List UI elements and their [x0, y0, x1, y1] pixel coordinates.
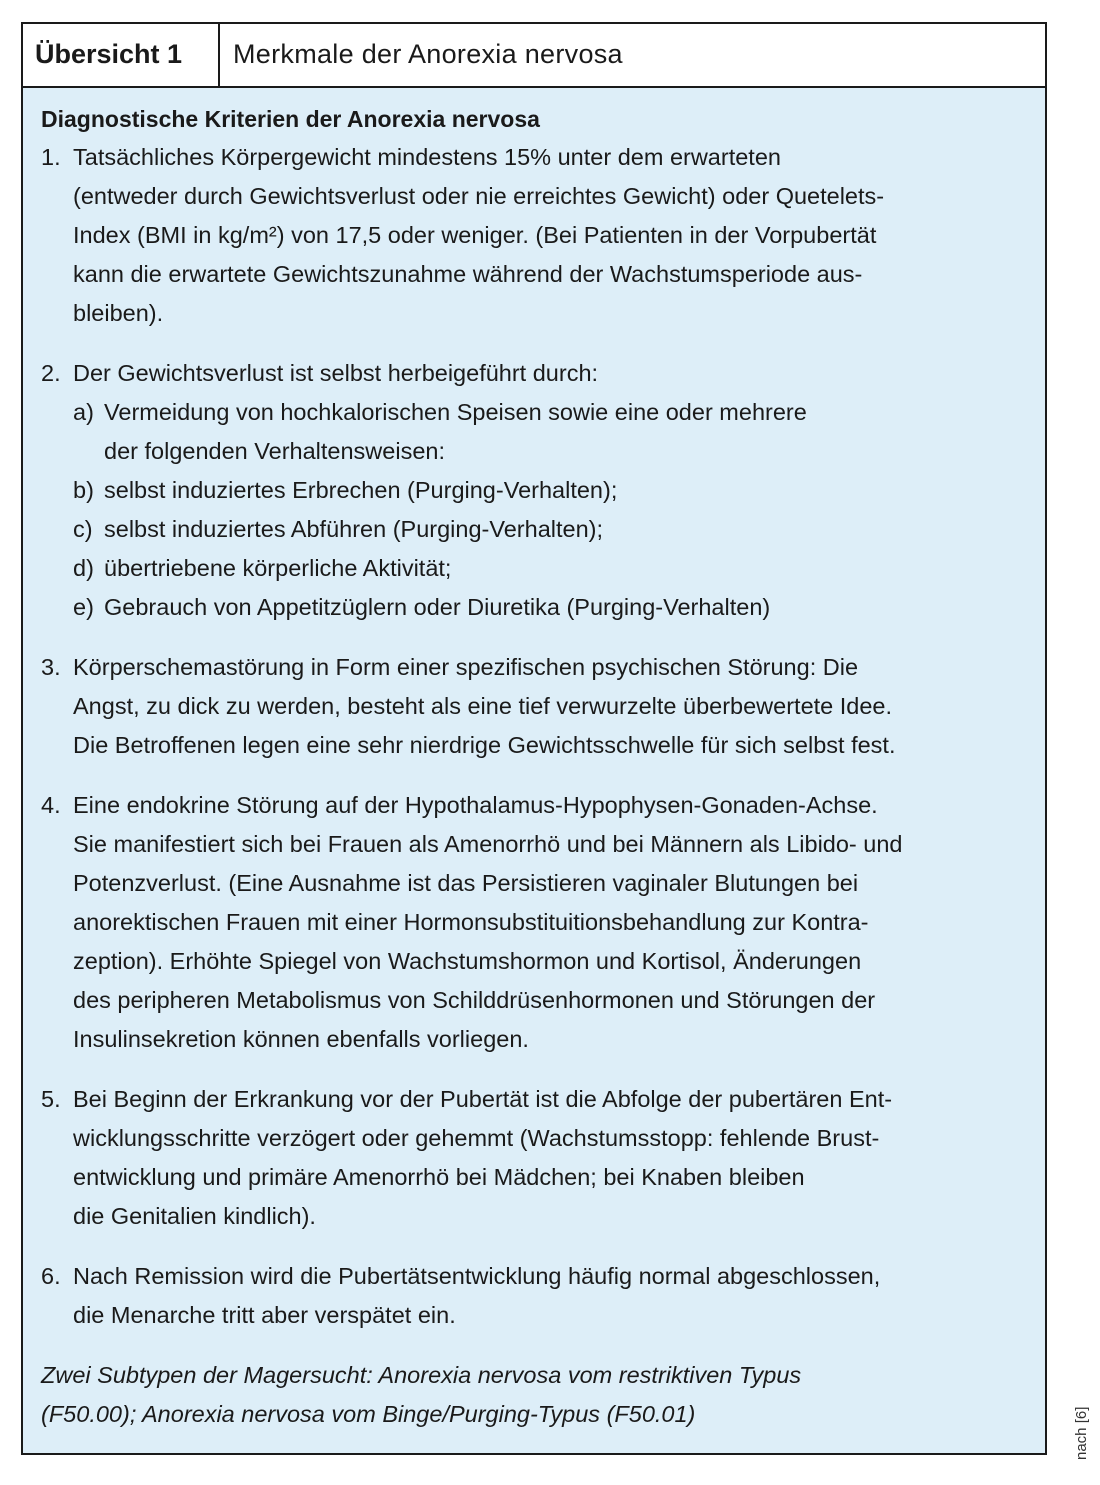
criterion-number: 6. [41, 1263, 61, 1289]
criterion-line: Eine endokrine Störung auf der Hypothalamus-Hypophysen-Gonaden-Achse. [73, 792, 878, 818]
sub-criterion-letter: e) [73, 594, 94, 620]
criterion-line: die Menarche tritt aber verspätet ein. [73, 1302, 456, 1328]
criterion-line: Die Betroffenen legen eine sehr nierdrige Gewichtsschwelle für sich selbst fest. [73, 732, 896, 758]
sub-criterion-letter: d) [73, 555, 94, 581]
criterion-line: Angst, zu dick zu werden, besteht als eine tief verwurzelte überbewertete Idee. [73, 693, 893, 719]
sub-criterion-d [73, 549, 1027, 588]
criterion-line: Insulinsekretion können ebenfalls vorliegen. [73, 1026, 529, 1052]
overview-title: Merkmale der Anorexia nervosa [233, 39, 623, 69]
criterion-line: zeption). Erhöhte Spiegel von Wachstumshormon und Kortisol, Änderungen [73, 948, 862, 974]
criteria-list [41, 138, 1027, 1335]
criterion-line: kann die erwartete Gewichtszunahme während der Wachstumsperiode aus- [73, 261, 863, 287]
criterion-number: 4. [41, 792, 61, 818]
criterion-line: wicklungsschritte verzögert oder gehemmt (Wachstumsstopp: fehlende Brust- [73, 1125, 880, 1151]
criterion-number: 3. [41, 654, 61, 680]
sub-criterion-b [73, 471, 1027, 510]
sub-criteria-list [73, 393, 1027, 627]
criterion-line: Potenzverlust. (Eine Ausnahme ist das Persistieren vaginaler Blutungen bei [73, 870, 859, 896]
sub-criterion-line: selbst induziertes Abführen (Purging-Verhalten); [104, 516, 604, 542]
sub-criterion-letter: b) [73, 477, 94, 503]
criterion-number: 2. [41, 360, 61, 386]
footnote-line: Zwei Subtypen der Magersucht: Anorexia nervosa vom restriktiven Typus [41, 1362, 802, 1388]
footnote-line: (F50.00); Anorexia nervosa vom Binge/Purging-Typus (F50.01) [41, 1401, 696, 1427]
sub-criterion-line: Vermeidung von hochkalorischen Speisen sowie eine oder mehrere [104, 399, 807, 425]
overview-label: Übersicht 1 [23, 24, 220, 86]
sub-criterion-c [73, 510, 1027, 549]
criterion-line: bleiben). [73, 300, 164, 326]
criterion-number: 1. [41, 144, 61, 170]
criterion-line: Der Gewichtsverlust ist selbst herbeigeführt durch: [73, 360, 599, 386]
criterion-line: Index (BMI in kg/m²) von 17,5 oder weniger. (Bei Patienten in der Vorpubertät [73, 222, 877, 248]
sub-criterion-line: selbst induziertes Erbrechen (Purging-Verhalten); [104, 477, 618, 503]
criterion-1 [41, 138, 1027, 333]
sub-criterion-letter: c) [73, 516, 93, 542]
criterion-line: entwicklung und primäre Amenorrhö bei Mädchen; bei Knaben bleiben [73, 1164, 805, 1190]
criterion-line: des peripheren Metabolismus von Schilddrüsenhormonen und Störungen der [73, 987, 876, 1013]
box-header [23, 24, 1045, 88]
sub-criterion-line: übertriebene körperliche Aktivität; [104, 555, 452, 581]
criterion-line: Tatsächliches Körpergewicht mindestens 15% unter dem erwarteten [73, 144, 781, 170]
sub-criterion-line: Gebrauch von Appetitzüglern oder Diuretika (Purging-Verhalten) [104, 594, 771, 620]
subtypes-footnote [41, 1356, 1027, 1434]
criterion-line: die Genitalien kindlich). [73, 1203, 316, 1229]
criterion-6 [41, 1257, 1027, 1335]
criterion-number: 5. [41, 1086, 61, 1112]
criterion-line: Nach Remission wird die Pubertätsentwicklung häufig normal abgeschlossen, [73, 1263, 881, 1289]
criterion-3 [41, 648, 1027, 765]
criterion-line: (entweder durch Gewichtsverlust oder nie erreichtes Gewicht) oder Quetelets- [73, 183, 885, 209]
sub-criterion-letter: a) [73, 399, 94, 425]
criterion-line: anorektischen Frauen mit einer Hormonsubstituitionsbehandlung zur Kontra- [73, 909, 869, 935]
sub-criterion-e [73, 588, 1027, 627]
criterion-2 [41, 354, 1027, 627]
sub-criterion-line: der folgenden Verhaltensweisen: [104, 438, 445, 464]
criterion-4 [41, 786, 1027, 1059]
criterion-line: Bei Beginn der Erkrankung vor der Pubertät ist die Abfolge der pubertären Ent- [73, 1086, 893, 1112]
overview-box [21, 22, 1047, 1455]
criterion-line: Sie manifestiert sich bei Frauen als Amenorrhö und bei Männern als Libido- und [73, 831, 903, 857]
criterion-line: Körperschemastörung in Form einer spezifischen psychischen Störung: Die [73, 654, 859, 680]
criterion-5 [41, 1080, 1027, 1236]
source-note: nach [6] [1073, 1406, 1090, 1460]
box-content [23, 88, 1045, 1434]
sub-criterion-a [73, 393, 1027, 471]
section-heading: Diagnostische Kriterien der Anorexia nervosa [41, 106, 540, 132]
